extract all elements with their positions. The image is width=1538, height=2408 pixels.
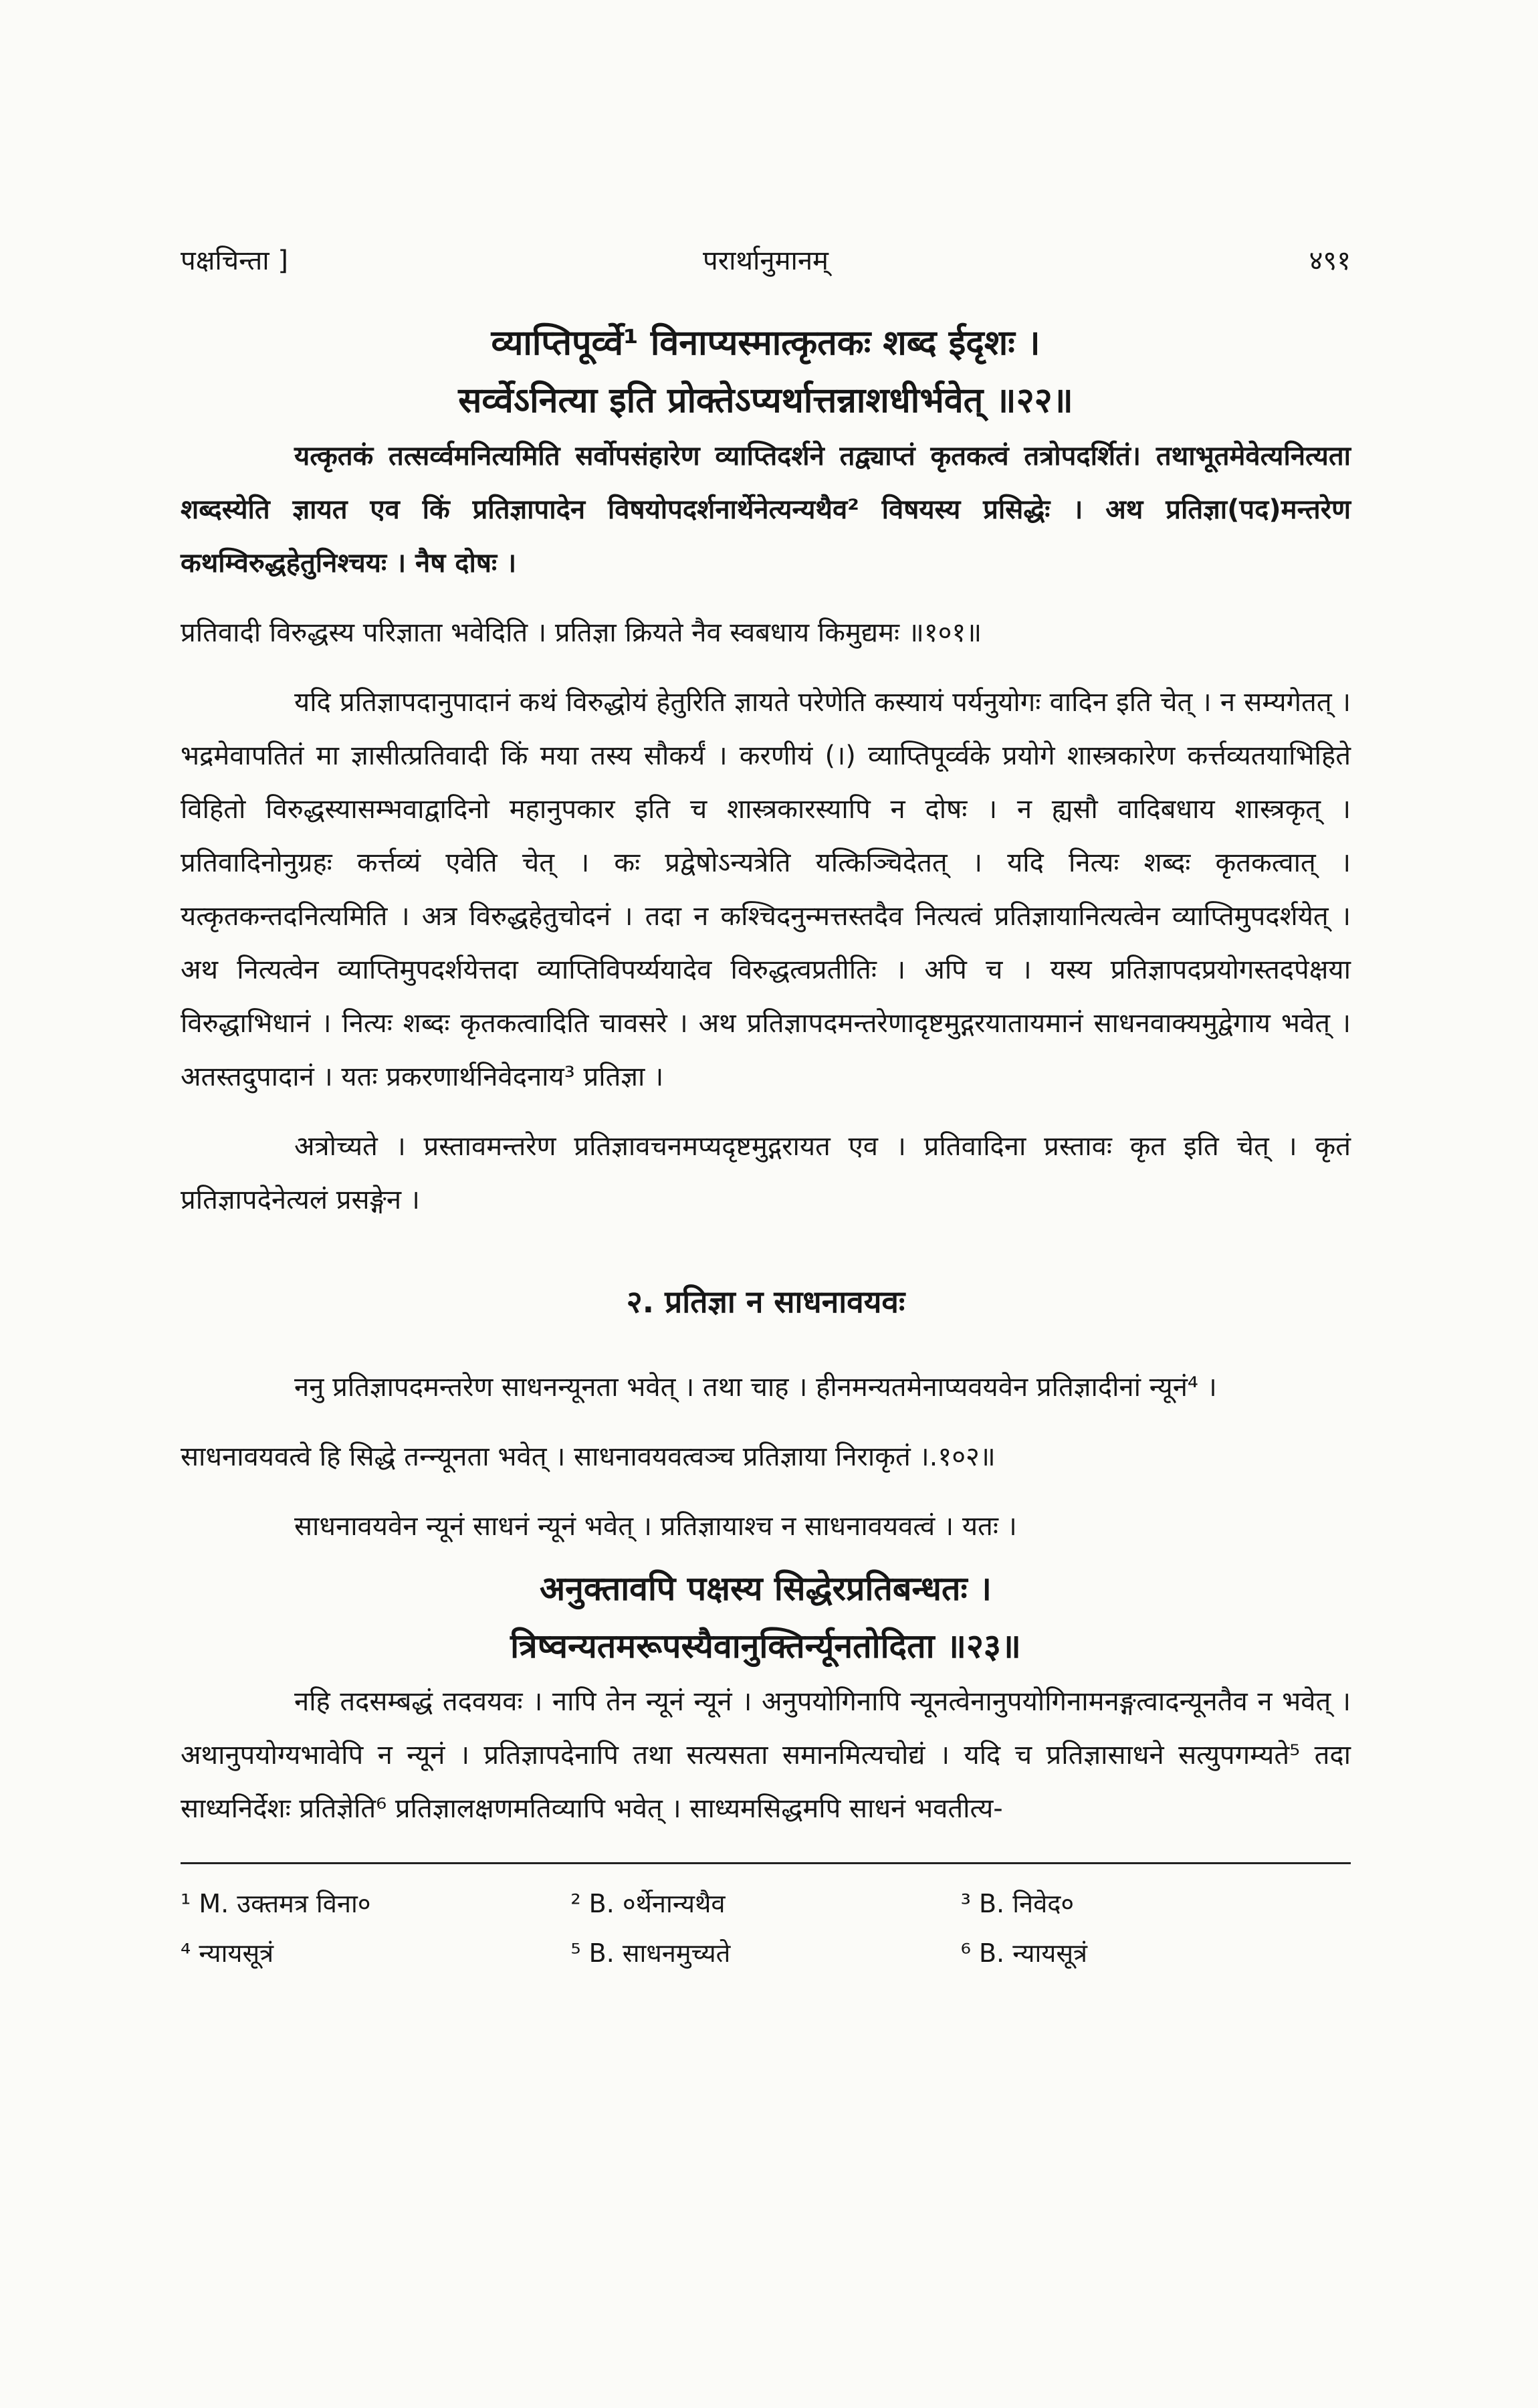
footnote-3: ³ B. निवेद० [960,1889,1075,1918]
footnote-4: ⁴ न्यायसूत्रं [181,1938,274,1968]
footnote-divider [181,1862,1351,1864]
verse-101: प्रतिवादी विरुद्धस्य परिज्ञाता भवेदिति । प्रतिज्ञा क्रियते नैव स्वबधाय किमुद्यमः ॥१०१॥ [181,617,982,648]
header-section-title: पक्षचिन्ता ] [181,245,288,276]
verse-23 [181,1560,1351,1675]
footnote-2: ² B. ०र्थेनान्यथैव [570,1889,726,1918]
commentary-paragraph-5: साधनावयवेन न्यूनं साधनं न्यूनं भवेत् । प्रतिज्ञायाश्च न साधनावयवत्वं । यतः । [294,1511,1017,1542]
header-chapter-title: परार्थानुमानम् [703,245,829,276]
commentary-paragraph-2: यदि प्रतिज्ञापदानुपादानं कथं विरुद्धोयं हेतुरिति ज्ञायते परेणेति कस्यायं पर्यनुयोगः वादिन इति चेत् । न सम्यगेतत् । भद्रमेवापतितं मा ज्ञासीत्प्रतिवादी किं मया तस्य सौकर्यं । करणीयं (।) व्याप्तिपूर्व्वके प्रयोगे शास्त्रकारेण कर्त्तव्यतयाभिहिते विहितो विरुद्धस्यासम्भवाद्वादिनो महानुपकार इति च शास्त्रकारस्यापि न दोषः । न ह्यसौ वादिबधाय शास्त्रकृत् । प्रतिवादिनोनुग्रहः कर्त्तव्यं एवेति चेत् । कः प्रद्वेषोऽन्यत्रेति यत्किञ्चिदेतत् । यदि नित्यः शब्दः कृतकत्वात् । यत्कृतकन्तदनित्यमिति । अत्र विरुद्धहेतुचोदनं । तदा न कश्चिदनुन्मत्तस्तदैव नित्यत्वं प्रतिज्ञायानित्यत्वेन व्याप्तिमुपदर्शयेत् । अथ नित्यत्वेन व्याप्तिमुपदर्शयेत्तदा व्याप्तिविपर्य्ययादेव विरुद्धत्वप्रतीतिः । अपि च । यस्य प्रतिज्ञापदप्रयोगस्तदपेक्षया विरुद्धाभिधानं । नित्यः शब्दः कृतकत्वादिति चावसरे । अथ प्रतिज्ञापदमन्तरेणादृष्टमुद्गरयातायमानं साधनवाक्यमुद्वेगाय भवेत् । अतस्तदुपादानं । यतः प्रकरणार्थनिवेदनाय³ प्रतिज्ञा । [181,687,1351,1092]
footnotes [181,1879,1351,1978]
verse-22 [181,314,1351,429]
verse-22-line-1: व्याप्तिपूर्व्वे¹ विनाप्यस्मात्कृतकः शब्द ईदृशः । [491,323,1040,363]
footnote-6: ⁶ B. न्यायसूत्रं [960,1938,1087,1968]
footnote-1: ¹ M. उक्तमत्र विना० [181,1889,371,1918]
commentary-paragraph-1: यत्कृतकं तत्सर्व्वमनित्यमिति सर्वोपसंहारेण व्याप्तिदर्शने तद्व्याप्तं कृतकत्वं तत्रोपदर्शितं। तथाभूतमेवेत्यनित्यता शब्दस्येति ज्ञायत एव किं प्रतिज्ञापादेन विषयोपदर्शनार्थेनेत्यन्यथैव² विषयस्य प्रसिद्धेः । अथ प्रतिज्ञा(पद)मन्तरेण कथम्विरुद्धहेतुनिश्चयः । नैष दोषः । [181,441,1351,579]
section-heading: २. प्रतिज्ञा न साधनावयवः [626,1284,905,1320]
commentary-paragraph-4: ननु प्रतिज्ञापदमन्तरेण साधनन्यूनता भवेत् । तथा चाह । हीनमन्यतमेनाप्यवयवेन प्रतिज्ञादीनां न्यूनं⁴ । [294,1372,1217,1403]
commentary-paragraph-3: अत्रोच्यते । प्रस्तावमन्तरेण प्रतिज्ञावचनमप्यदृष्टमुद्गरायत एव । प्रतिवादिना प्रस्तावः कृत इति चेत् । कृतं प्रतिज्ञापदेनेत्यलं प्रसङ्गेन । [181,1131,1351,1215]
footnote-5: ⁵ B. साधनमुच्यते [570,1938,731,1968]
verse-22-line-2: सर्व्वेऽनित्या इति प्रोक्तेऽप्यर्थात्तन्नाशधीर्भवेत् ॥२२॥ [458,381,1073,421]
running-header [181,241,1351,281]
verse-23-line-1: अनुक्तावपि पक्षस्य सिद्धेरप्रतिबन्धतः । [539,1569,992,1608]
page-number: ४९१ [1309,245,1351,276]
commentary-paragraph-6: नहि तदसम्बद्धं तदवयवः । नापि तेन न्यूनं न्यूनं । अनुपयोगिनापि न्यूनत्वेनानुपयोगिनामनङ्गत्वादन्यूनतैव न भवेत् । अथानुपयोग्यभावेपि न न्यूनं । प्रतिज्ञापदेनापि तथा सत्यसता समानमित्यचोद्यं । यदि च प्रतिज्ञासाधने सत्युपगम्यते⁵ तदा साध्यनिर्देशः प्रतिज्ञेति⁶ प्रतिज्ञालक्षणमतिव्यापि भवेत् । साध्यमसिद्धमपि साधनं भवतीत्य- [181,1686,1351,1824]
verse-102: साधनावयवत्वे हि सिद्धे तन्न्यूनता भवेत् । साधनावयवत्वञ्च प्रतिज्ञाया निराकृतं ।.१०२॥ [181,1441,996,1472]
verse-23-line-2: त्रिष्वन्यतमरूपस्यैवानुक्तिर्न्यूनतोदिता ॥२३॥ [510,1627,1021,1666]
